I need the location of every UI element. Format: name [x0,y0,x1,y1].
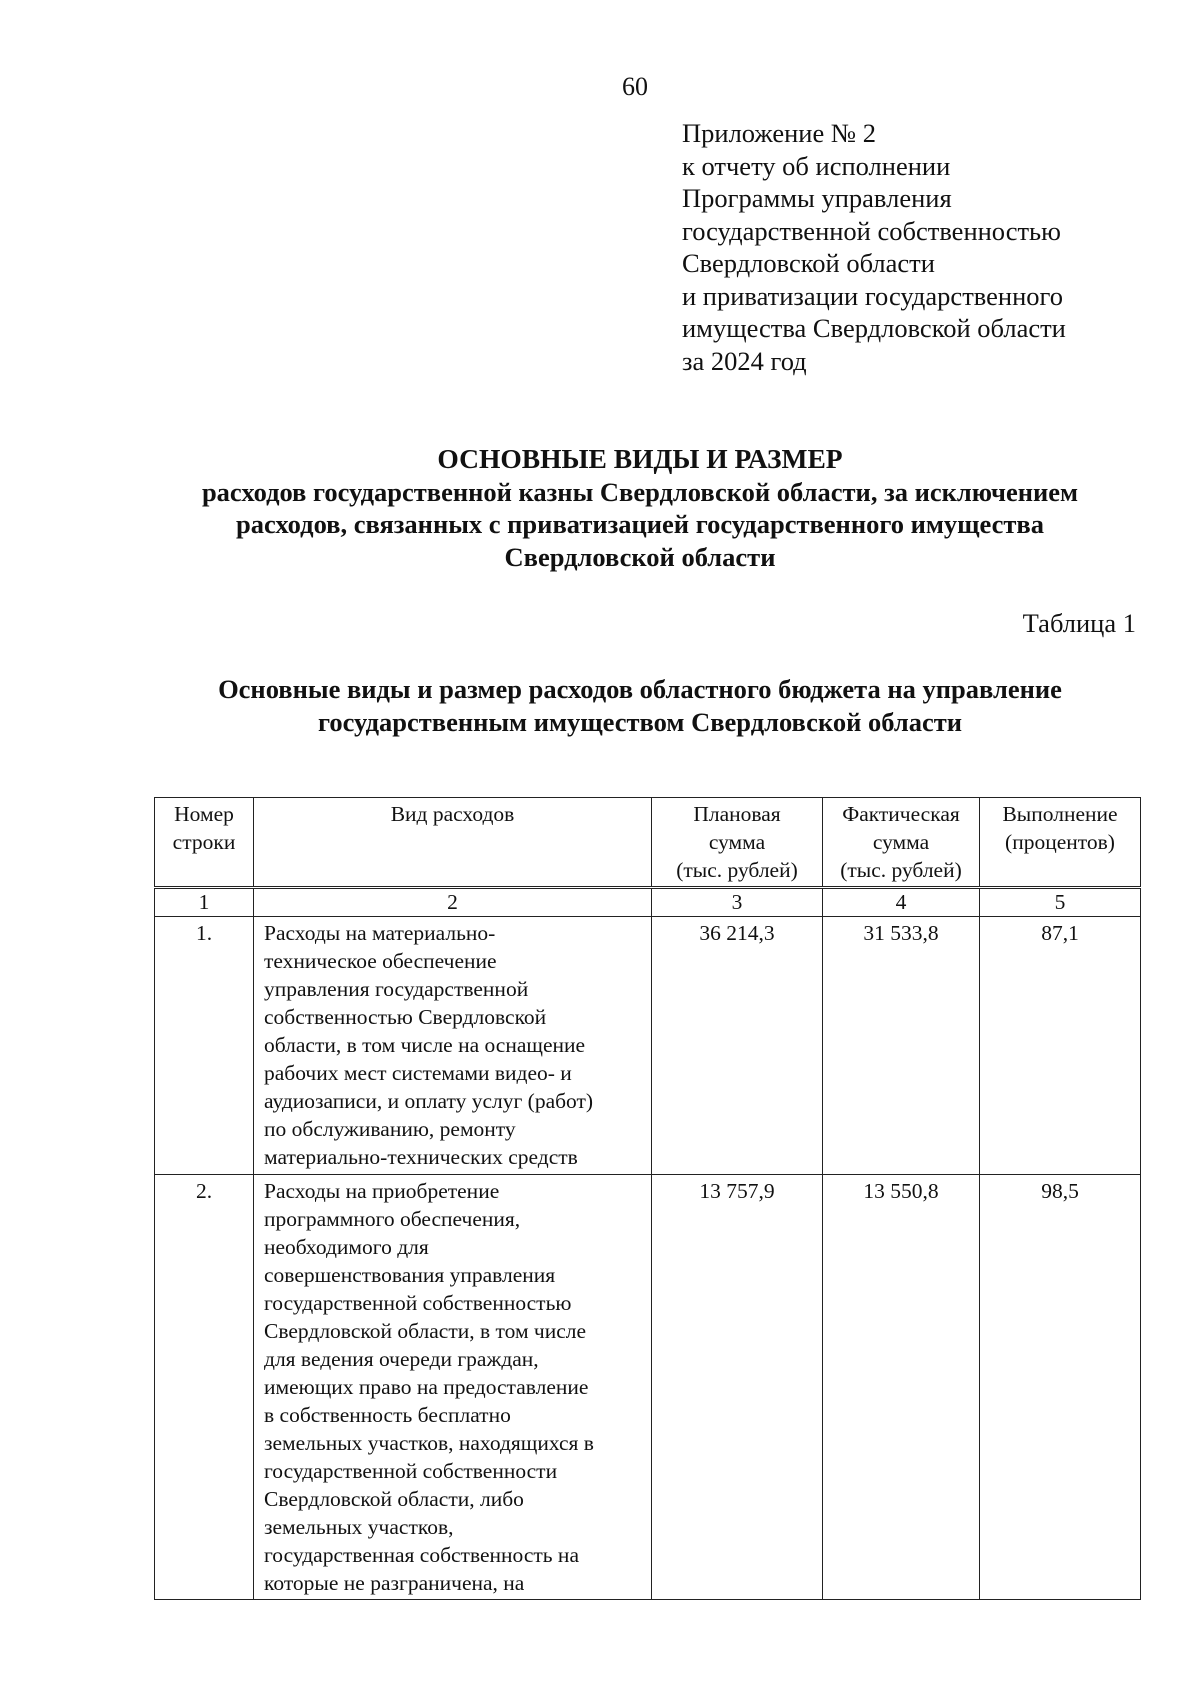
description-line: имеющих право на предоставление [264,1375,589,1399]
header-text: (процентов) [1005,830,1115,854]
completion-percent: 98,5 [980,1175,1141,1600]
column-number: 2 [254,888,652,917]
description-line: Расходы на материально- [264,921,496,945]
description-line: по обслуживанию, ремонту [264,1117,516,1141]
description-line: государственная собственность на [264,1543,579,1567]
header-expense-type [254,798,652,888]
expenses-table [154,797,1141,1600]
description-line: совершенствования управления [264,1263,556,1287]
document-title-main: ОСНОВНЫЕ ВИДЫ И РАЗМЕР [437,443,843,474]
table-row [155,1175,1141,1600]
header-actual-sum [823,798,980,888]
description-line: рабочих мест системами видео- и [264,1061,572,1085]
table-title-line: Основные виды и размер расходов областного бюджета на управление [218,674,1062,704]
description-line: Свердловской области, либо [264,1487,524,1511]
document-title [120,443,1160,573]
header-text: Фактическая [842,802,960,826]
header-text: (тыс. рублей) [676,858,798,882]
description-line: материально-технических средств [264,1145,578,1169]
description-line: управления государственной [264,977,529,1001]
planned-sum: 36 214,3 [652,917,823,1175]
appendix-line: к отчету об исполнении [682,150,951,181]
header-text: сумма [708,830,766,854]
appendix-line: государственной собственностью [682,215,1061,246]
page-number: 60 [622,72,648,101]
description-line: в собственность бесплатно [264,1403,511,1427]
description-line: государственной собственностью [264,1291,572,1315]
table-header-row [155,798,1141,888]
column-number: 5 [980,888,1141,917]
description-line: государственной собственности [264,1459,558,1483]
description-line: Расходы на приобретение [264,1179,500,1203]
appendix-line: за 2024 год [682,345,807,376]
header-text: сумма [872,830,930,854]
header-row-number [155,798,254,888]
row-number: 2. [155,1175,254,1600]
actual-sum: 31 533,8 [823,917,980,1175]
table-caption: Таблица 1 [1022,608,1136,638]
description-line: необходимого для [264,1235,429,1259]
description-line: аудиозаписи, и оплату услуг (работ) [264,1089,594,1113]
description-line: собственностью Свердловской [264,1005,547,1029]
description-line: Свердловской области, в том числе [264,1319,587,1343]
document-title-line: расходов, связанных с приватизацией государственного имущества [236,509,1044,539]
appendix-line: Программы управления [682,183,952,213]
description-line: земельных участков, находящихся в [264,1431,594,1455]
document-title-line: расходов государственной казны Свердловской области, за исключением [201,476,1079,507]
column-numbering-row [155,888,1141,917]
description-line: программного обеспечения, [264,1207,521,1231]
table-title [120,673,1160,738]
description-line: для ведения очереди граждан, [264,1347,539,1371]
actual-sum: 13 550,8 [823,1175,980,1600]
header-text: Номер [174,802,234,826]
row-description [254,917,652,1175]
planned-sum: 13 757,9 [652,1175,823,1600]
header-text: строки [172,830,236,854]
appendix-line: Приложение № 2 [682,118,877,148]
description-line: техническое обеспечение [264,949,497,973]
description-line: земельных участков, [264,1515,454,1539]
header-planned-sum [652,798,823,888]
description-line: которые не разграничена, на [264,1571,525,1595]
row-description [254,1175,652,1600]
appendix-line: и приватизации государственного [682,280,1063,311]
header-text: Плановая [693,802,781,826]
table-title-line: государственным имуществом Свердловской области [317,706,963,737]
header-completion [980,798,1141,888]
appendix-line: Свердловской области [682,248,935,278]
table-row [155,917,1141,1175]
header-text: Выполнение [1002,802,1118,826]
appendix-line: имущества Свердловской области [682,313,1066,343]
header-text: (тыс. рублей) [840,858,962,882]
completion-percent: 87,1 [980,917,1141,1175]
column-number: 1 [155,888,254,917]
row-number: 1. [155,917,254,1175]
column-number: 4 [823,888,980,917]
header-text: Вид расходов [390,802,515,826]
description-line: области, в том числе на оснащение [264,1033,586,1057]
document-title-line: Свердловской области [504,541,776,572]
column-number: 3 [652,888,823,917]
appendix-note [682,117,1182,377]
